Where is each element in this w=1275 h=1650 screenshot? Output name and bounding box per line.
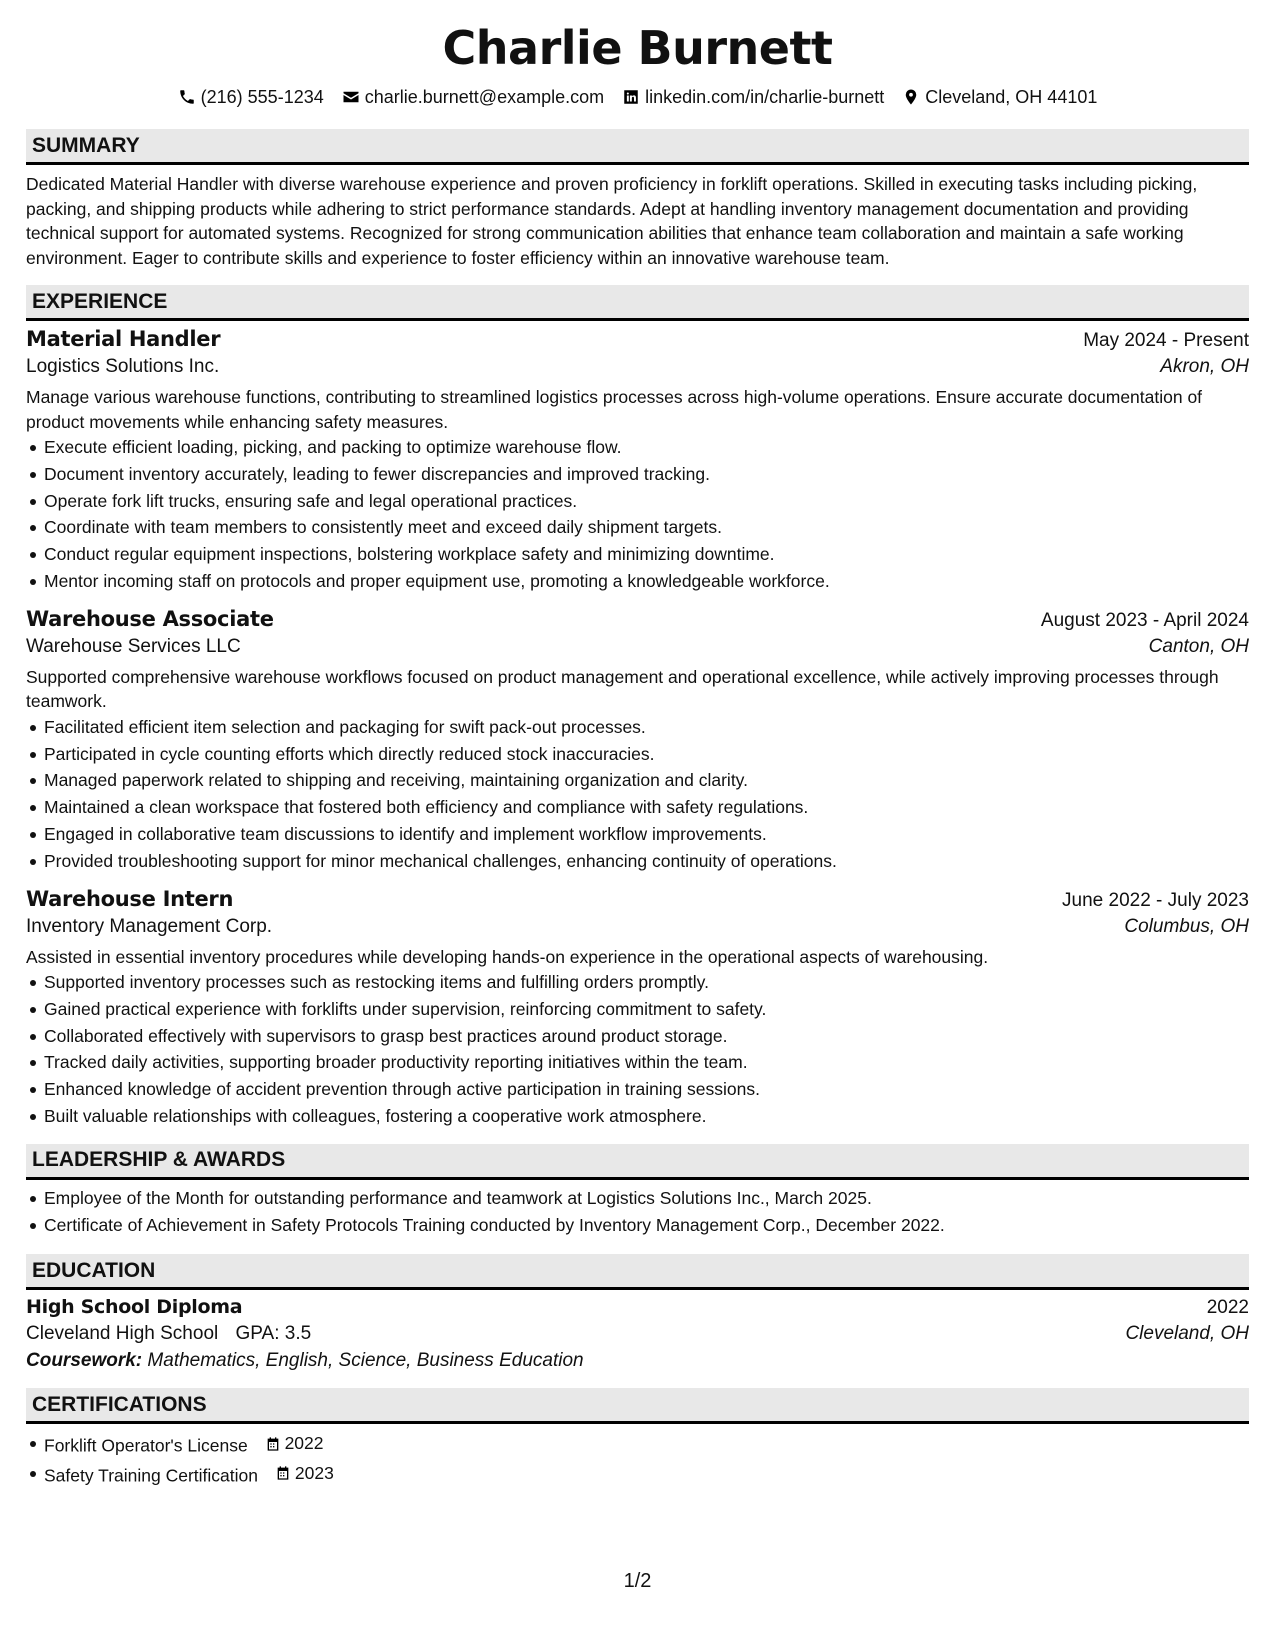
contact-phone [178,86,324,108]
cert-date [265,1430,324,1457]
list-item: Facilitated efficient item selection and packaging for swift pack-out processes. [44,714,1249,741]
education-entry [26,1296,1249,1372]
job-location: Canton, OH [1148,635,1249,657]
summary-heading: SUMMARY [26,129,1249,165]
candidate-name: Charlie Burnett [442,21,833,75]
list-item: Gained practical experience with forklifts under supervision, reinforcing commitment to safety. [44,996,1249,1023]
job-location: Akron, OH [1160,356,1249,377]
resume-page [26,0,1249,1489]
contact-location [902,86,1097,108]
job-dates: May 2024 - Present [1083,330,1249,351]
page-number: 1/2 [623,1570,652,1592]
job-description: Manage various warehouse functions, contributing to streamlined logistics processes across high-volume operations. Ensure accurate documentation of product movements while enhancing safety measures. [26,387,1203,432]
map-pin-icon [902,88,920,106]
phone-text: (216) 555-1234 [200,87,324,107]
list-item: Collaborated effectively with supervisors to grasp best practices around product storage. [44,1023,1249,1050]
list-item: Supported inventory processes such as restocking items and fulfilling orders promptly. [44,969,1249,996]
phone-icon [178,88,196,106]
list-item: Engaged in collaborative team discussions to identify and implement workflow improvements. [44,821,1249,848]
list-item [44,1430,1249,1459]
linkedin-icon [622,88,640,106]
contact-bar [26,86,1249,108]
list-item: Enhanced knowledge of accident prevention through active participation in training sessions. [44,1076,1249,1103]
list-item: Mentor incoming staff on protocols and proper equipment use, promoting a knowledgeable workforce. [44,568,1249,595]
job-location: Columbus, OH [1124,915,1249,937]
envelope-icon [342,88,360,106]
job-description: Assisted in essential inventory procedures while developing hands-on experience in the operational aspects of warehousing. [26,946,989,967]
job-entry [26,327,1249,595]
list-item: Built valuable relationships with colleagues, fostering a cooperative work atmosphere. [44,1103,1249,1130]
list-item [44,1460,1249,1489]
awards-heading: LEADERSHIP & AWARDS [26,1144,1249,1180]
list-item: Managed paperwork related to shipping and receiving, maintaining organization and clarity. [44,767,1249,794]
job-company: Logistics Solutions Inc. [26,356,220,377]
list-item: Participated in cycle counting efforts which directly reduced stock inaccuracies. [44,741,1249,768]
cert-name: Forklift Operator's License [44,1435,248,1456]
location-text: Cleveland, OH 44101 [925,87,1098,107]
cert-name: Safety Training Certification [44,1465,258,1486]
education-heading: EDUCATION [26,1254,1249,1290]
linkedin-text: linkedin.com/in/charlie-burnett [645,87,885,107]
job-title: Warehouse Associate [26,606,274,631]
summary-text: Dedicated Material Handler with diverse warehouse experience and proven proficiency in forklift operations. Skilled in executing tasks including picking, packing, and shipping products while adhering to strict performance standards. Adept at handling inventory management documentation and providing technical support for automated systems. Recognized for strong communication abilities that enhance team collaboration and maintain a safe working environment. Eager to contribute skills and experience to foster efficiency within an innovative warehouse team. [26,174,1198,268]
job-dates: August 2023 - April 2024 [1040,609,1249,631]
list-item: Coordinate with team members to consistently meet and exceed daily shipment targets. [44,514,1249,541]
list-item: Maintained a clean workspace that fostered both efficiency and compliance with safety regulations. [44,794,1249,821]
email-text: charlie.burnett@example.com [364,87,605,107]
degree: High School Diploma [26,1296,243,1319]
list-item: Conduct regular equipment inspections, bolstering workplace safety and minimizing downtime. [44,541,1249,568]
calendar-icon [275,1465,291,1481]
job-title: Material Handler [26,327,221,351]
calendar-icon [265,1436,281,1452]
cert-year: 2023 [294,1462,334,1483]
school-line [26,1323,311,1345]
list-item: Execute efficient loading, picking, and packing to optimize warehouse flow. [44,434,1249,461]
graduation-year: 2022 [1206,1297,1249,1319]
job-company: Inventory Management Corp. [26,915,273,937]
coursework-line [26,1350,1249,1372]
job-company: Warehouse Services LLC [26,635,241,657]
cert-year: 2022 [284,1433,324,1454]
contact-email [342,86,604,108]
school-location: Cleveland, OH [1125,1323,1249,1345]
job-description: Supported comprehensive warehouse workflows focused on product management and operational excellence, while actively improving processes through teamwork. [26,666,1219,712]
job-entry [26,887,1249,1130]
list-item: Document inventory accurately, leading to fewer discrepancies and improved tracking. [44,461,1249,488]
gpa: GPA: 3.5 [235,1323,312,1345]
list-item: Provided troubleshooting support for minor mechanical challenges, enhancing continuity of operations. [44,848,1249,875]
job-entry [26,607,1249,875]
school-name: Cleveland High School [26,1323,219,1345]
experience-heading: EXPERIENCE [26,285,1249,321]
coursework-label: Coursework: [26,1350,143,1372]
contact-linkedin [622,86,884,108]
job-dates: June 2022 - July 2023 [1062,889,1249,911]
list-item: Operate fork lift trucks, ensuring safe and legal operational practices. [44,488,1249,515]
cert-date [275,1460,334,1487]
list-item: Tracked daily activities, supporting broader productivity reporting initiatives within the team. [44,1049,1249,1076]
list-item: Employee of the Month for outstanding performance and teamwork at Logistics Solutions Inc., March 2025. [44,1185,1249,1212]
certifications-heading: CERTIFICATIONS [26,1388,1249,1424]
coursework-list: Mathematics, English, Science, Business Education [147,1350,584,1372]
job-title: Warehouse Intern [26,886,234,911]
list-item: Certificate of Achievement in Safety Protocols Training conducted by Inventory Management Corp., December 2022. [44,1212,1249,1239]
